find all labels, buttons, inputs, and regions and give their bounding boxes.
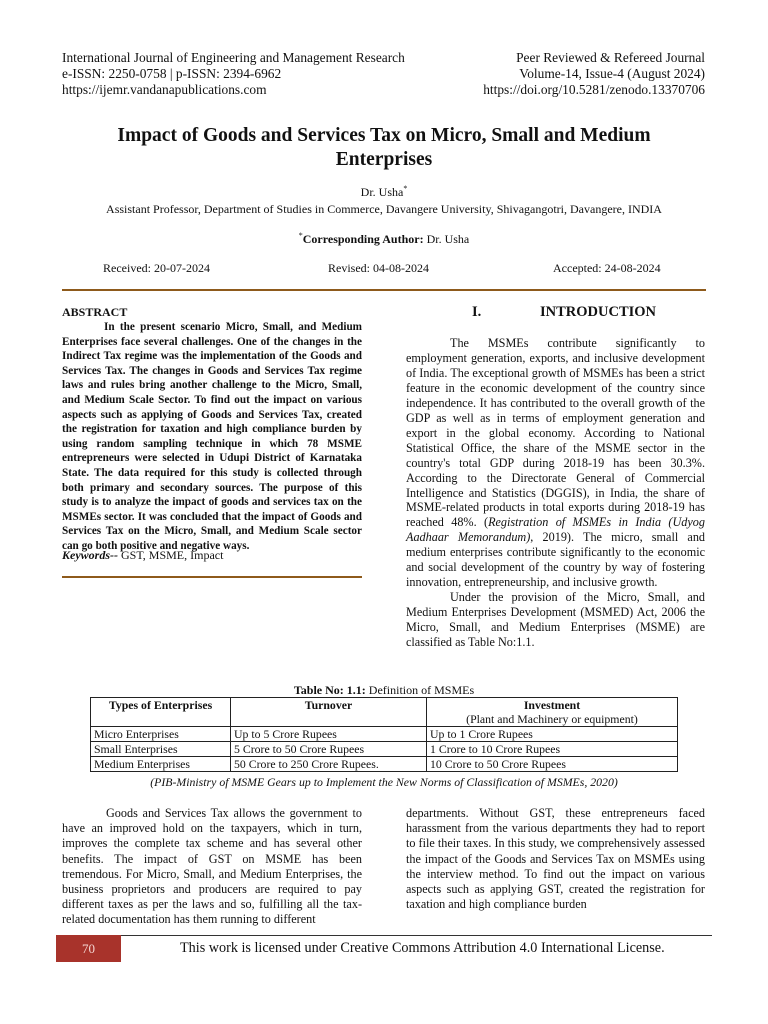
corresponding-mark: * <box>298 231 303 240</box>
abstract-divider <box>62 576 362 578</box>
corresponding-label: Corresponding Author: <box>302 232 424 246</box>
header-types: Types of Enterprises <box>91 698 231 727</box>
table-cell: Micro Enterprises <box>91 727 231 742</box>
section-title: INTRODUCTION <box>540 304 657 320</box>
msme-definition-table <box>90 697 678 772</box>
revised-date: Revised: 04-08-2024 <box>328 261 429 275</box>
table-cell: 50 Crore to 250 Crore Rupees. <box>231 757 427 772</box>
author-name: Dr. Usha <box>360 185 404 199</box>
abstract-text: In the present scenario Micro, Small, and Medium Enterprises face several challenges. One of the changes in the Indirect Tax regime was the implementation of the Goods and Services Tax. The changes in Goods and Services Tax regime laws and rules bring another challenge to the Micro, Small, and Medium Scale Sector. To find out the impact on various aspects such as applying of Goods and Services Tax, created the registration for taxation and high compliance burden by using random sampling technique in which 78 MSME entrepreneurs were selected in Udupi District of Karnataka State. The data required for this study is collected through both primary and secondary sources. The purpose of this study is to analyze the impact of goods and services tax on the MSMEs sector. It was concluded that the impact of Goods and Services Tax on the Micro, Small, and Medium Scale sector can go both positive and negative ways. <box>62 321 362 552</box>
keywords-value: GST, MSME, Impact <box>118 548 224 562</box>
introduction-body <box>406 336 705 650</box>
journal-name: International Journal of Engineering and Management Research <box>62 50 405 65</box>
corresponding-author <box>0 231 768 247</box>
author-mark: * <box>403 184 408 193</box>
table-cell: 10 Crore to 50 Crore Rupees <box>427 757 678 772</box>
table-caption-text: Definition of MSMEs <box>365 683 475 697</box>
page-number: 70 <box>56 935 121 962</box>
keywords-label: Keywords-- <box>62 548 118 562</box>
review-status: Peer Reviewed & Refereed Journal <box>516 50 705 65</box>
corresponding-name: Dr. Usha <box>423 232 470 246</box>
license-text: This work is licensed under Creative Commons Attribution 4.0 International License. <box>180 940 665 956</box>
intro-paragraph-2: Under the provision of the Micro, Small, and Medium Enterprises Development (MSMED) Act, 2006 the Micro, Small, and Medium Enterprises (MSME) are classified as Table No:1.1. <box>406 590 705 650</box>
affiliation: Assistant Professor, Department of Studies in Commerce, Davangere University, Shivagangotri, Davangere, INDIA <box>106 202 662 216</box>
introduction-heading <box>406 304 705 321</box>
header-turnover: Turnover <box>231 698 427 727</box>
author-line <box>0 184 768 200</box>
title-line-2: Enterprises <box>335 149 433 170</box>
title-line-1: Impact of Goods and Services Tax on Micro, Small and Medium <box>117 125 651 146</box>
accepted-date: Accepted: 24-08-2024 <box>553 261 661 275</box>
journal-header-right <box>483 50 705 98</box>
body-paragraph-left: Goods and Services Tax allows the government to have an improved hold on the taxpayers, which in turn, improves the complete tax scheme and has several other benefits. The impact of GST on MSME has been tremendous. For Micro, Small, and Medium Enterprises, the business proprietors and producers are required to pay different taxes as per the laws and so, fulfilling all the tax-related documentation has them running to different <box>62 806 362 927</box>
paper-title <box>60 124 708 172</box>
table-header-row <box>91 698 678 713</box>
table-cell: Up to 1 Crore Rupees <box>427 727 678 742</box>
table-row <box>91 727 678 742</box>
citation-title: Registration of MSMEs in India (Udyog Aadhaar Memorandum) <box>406 515 705 545</box>
doi-link[interactable]: https://doi.org/10.5281/zenodo.13370706 <box>483 82 705 97</box>
table-cell: 1 Crore to 10 Crore Rupees <box>427 742 678 757</box>
journal-url[interactable]: https://ijemr.vandanapublications.com <box>62 82 267 97</box>
table-cell: Up to 5 Crore Rupees <box>231 727 427 742</box>
section-number: I. <box>472 304 482 320</box>
table-cell: 5 Crore to 50 Crore Rupees <box>231 742 427 757</box>
table-caption-label: Table No: 1.1: <box>293 683 366 697</box>
table-row <box>91 757 678 772</box>
table-cell: Small Enterprises <box>91 742 231 757</box>
table-caption <box>0 683 768 698</box>
table-cell: Medium Enterprises <box>91 757 231 772</box>
footer-rule <box>56 935 712 936</box>
abstract-heading: ABSTRACT <box>62 305 128 319</box>
table-source-note: (PIB-Ministry of MSME Gears up to Implement the New Norms of Classification of MSMEs, 2020) <box>150 775 618 789</box>
journal-header-left <box>62 50 405 98</box>
intro-paragraph-1: The MSMEs contribute significantly to employment generation, exports, and inclusive development of India. The exceptional growth of MSMEs has been a strict feature in the economic development of the country since independence. It has contributed to the overall growth of the GDP as well as in terms of employment generation and export in the global economy. According to National Statistical Office, the share of the MSME sector in the country's total GDP during 2018-19 has been 30.3%. According to the Directorate General of Commercial Intelligence and Statistics (DGGIS), in India, the share of MSME-related products in total exports during 2018-19 has reached 48%. (Registration of MSMEs in India (Udyog Aadhaar Memorandum), 2019). The micro, small and medium enterprises contribute significantly to the economic and social development of the country by way of fostering innovation, entrepreneurship, and inclusive growth. <box>406 336 706 590</box>
body-paragraph-right: departments. Without GST, these entrepreneurs faced harassment from the various departments they had to report to file their taxes. In this study, we comprehensively assessed the impact of the Goods and Services Tax on MSMEs using the interview method. To find out the impact on various aspects such as applying GST, created the registration for taxation and high compliance burden <box>406 806 705 912</box>
volume-issue: Volume-14, Issue-4 (August 2024) <box>519 66 705 81</box>
header-investment-sub: (Plant and Machinery or equipment) <box>427 712 678 727</box>
header-divider <box>62 289 706 291</box>
issn: e-ISSN: 2250-0758 | p-ISSN: 2394-6962 <box>62 66 282 81</box>
header-investment: Investment <box>427 698 678 713</box>
table-row <box>91 742 678 757</box>
keywords <box>62 548 362 563</box>
received-date: Received: 20-07-2024 <box>103 261 210 275</box>
